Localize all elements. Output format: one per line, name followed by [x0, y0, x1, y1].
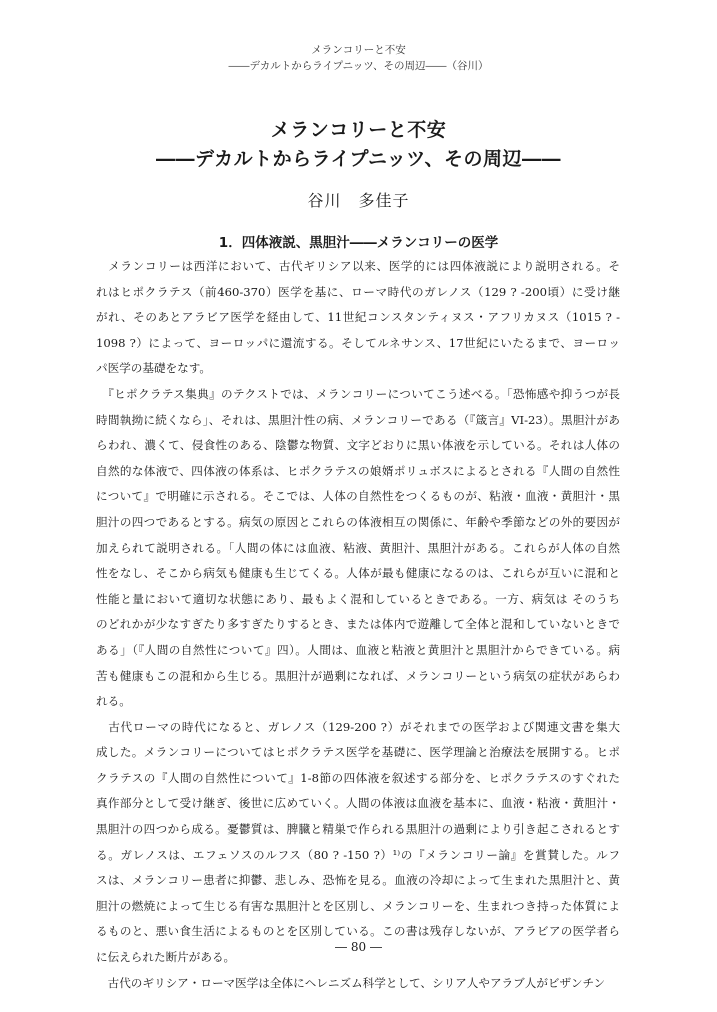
section-heading: 1．四体液説、黒胆汁――メランコリーの医学	[218, 235, 499, 251]
body-line: らわれ、濃くて、侵食性のある、陰鬱な物質、文字どおりに黒い体液を示している。それは人体の	[96, 438, 620, 453]
body-line: 『ヒポクラテス集典』のテクストでは、メランコリーについてこう述べる。「恐怖感や抑うつが長	[96, 386, 620, 401]
body-line: 古代ローマの時代になると、ガレノス（129-200 ?）がそれまでの医学および関連文書を集大	[96, 719, 620, 734]
body-line: れる。	[96, 694, 131, 709]
body-line: について』で明確に示される。そこでは、人体の自然性をつくるものが、粘液・血液・黄胆汁・黒	[96, 489, 620, 504]
running-header	[0, 42, 717, 74]
body-line: 成した。メランコリーについてはヒポクラテス医学を基礎に、医学理論と治療法を展開する。ヒポ	[96, 745, 620, 760]
body-line: パ医学の基礎をなす。	[96, 361, 212, 376]
body-line: 加えられて説明される。「人間の体には血液、粘液、黄胆汁、黒胆汁がある。これらが人体の自然	[96, 540, 620, 555]
body-line: がれ、そのあとアラビア医学を経由して、11世紀コンスタンティヌス・アフリカヌス（1015 ? -	[96, 310, 620, 325]
body-line: 性能と量において適切な状態にあり、最もよく混和しているときである。一方、病気は そのうち	[96, 591, 620, 606]
body-line: メランコリーは西洋において、古代ギリシア以来、医学的には四体液説により説明される。そ	[96, 259, 620, 273]
body-line: 真作部分として受け継ぎ、後世に広めていく。人間の体液は血液を基本に、血液・粘液・黄胆汁・	[96, 796, 620, 811]
page-number: ― 80 ―	[335, 940, 382, 954]
running-header-title: メランコリーと不安	[311, 44, 406, 56]
body-line: 胆汁の燃焼によって生じる有害な黒胆汁とを区別し、メランコリーを、生まれつき持った体質によ	[96, 898, 620, 913]
body-line: クラテスの『人間の自然性について』1-8節の四体液を叙述する部分を、ヒポクラテスのすぐれた	[96, 770, 620, 785]
body-text	[96, 254, 620, 996]
running-header-subtitle: ――デカルトからライプニッツ、その周辺――（谷川）	[228, 60, 489, 72]
body-line: れはヒポクラテス（前460-370）医学を基に、ローマ時代のガレノス（129 ? -200頃）に受け継	[96, 284, 620, 299]
body-line: 苦も健康もこの混和から生じる。黒胆汁が過剰になれば、メランコリーという病気の症状があらわ	[96, 668, 620, 683]
body-line: に伝えられた断片がある。	[96, 950, 236, 965]
body-line: 胆汁の四つであるとする。病気の原因とこれらの体液相互の関係に、年齢や季節などの外的要因が	[96, 514, 620, 529]
body-line: 黒胆汁の四つから成る。憂鬱質は、脾臓と精巣で作られる黒胆汁の過剰により引き起こされるとす	[96, 822, 620, 837]
body-line: 自然的な体液で、四体液の体系は、ヒポクラテスの娘婿ポリュボスによるとされる『人間の自然性	[96, 463, 620, 478]
body-line: スは、メランコリー患者に抑鬱、悲しみ、恐怖を見る。血液の冷却によって生まれた黒胆汁と、黄	[96, 873, 620, 888]
title-main: メランコリーと不安	[270, 119, 447, 141]
body-line: 時間執拗に続くなら」、それは、黒胆汁性の病、メランコリーである（『箴言』VI-23）。黒胆汁があ	[96, 412, 620, 427]
article-title	[0, 116, 717, 174]
body-line: 古代のギリシア・ローマ医学は全体にヘレニズム科学として、シリア人やアラブ人がビザンチン	[96, 975, 606, 990]
body-line: のどれかが少なすぎたり多すぎたりするとき、または体内で遊離して全体と混和していないときで	[96, 617, 620, 632]
title-subtitle: ――デカルトからライプニッツ、その周辺――	[156, 148, 561, 170]
body-line: 1098 ?）によって、ヨーロッパに還流する。そしてルネサンス、17世紀にいたるまで、ヨーロッ	[96, 335, 620, 350]
body-line: るものと、悪い食生活によるものとを区別している。この書は残存しないが、アラビアの医学者ら	[96, 924, 620, 939]
body-line: る。ガレノスは、エフェソスのルフス（80 ? -150 ?）¹⁾の『メランコリー論』を賞賛した。ルフ	[96, 847, 620, 862]
body-line: ある」（『人間の自然性について』四）。人間は、血液と粘液と黄胆汁と黒胆汁からできている。病	[96, 642, 620, 657]
author-name: 谷川 多佳子	[307, 191, 410, 210]
body-line: 性をなし、そこから病気も健康も生じてくる。人体が最も健康になるのは、これらが互いに混和と	[96, 566, 620, 581]
